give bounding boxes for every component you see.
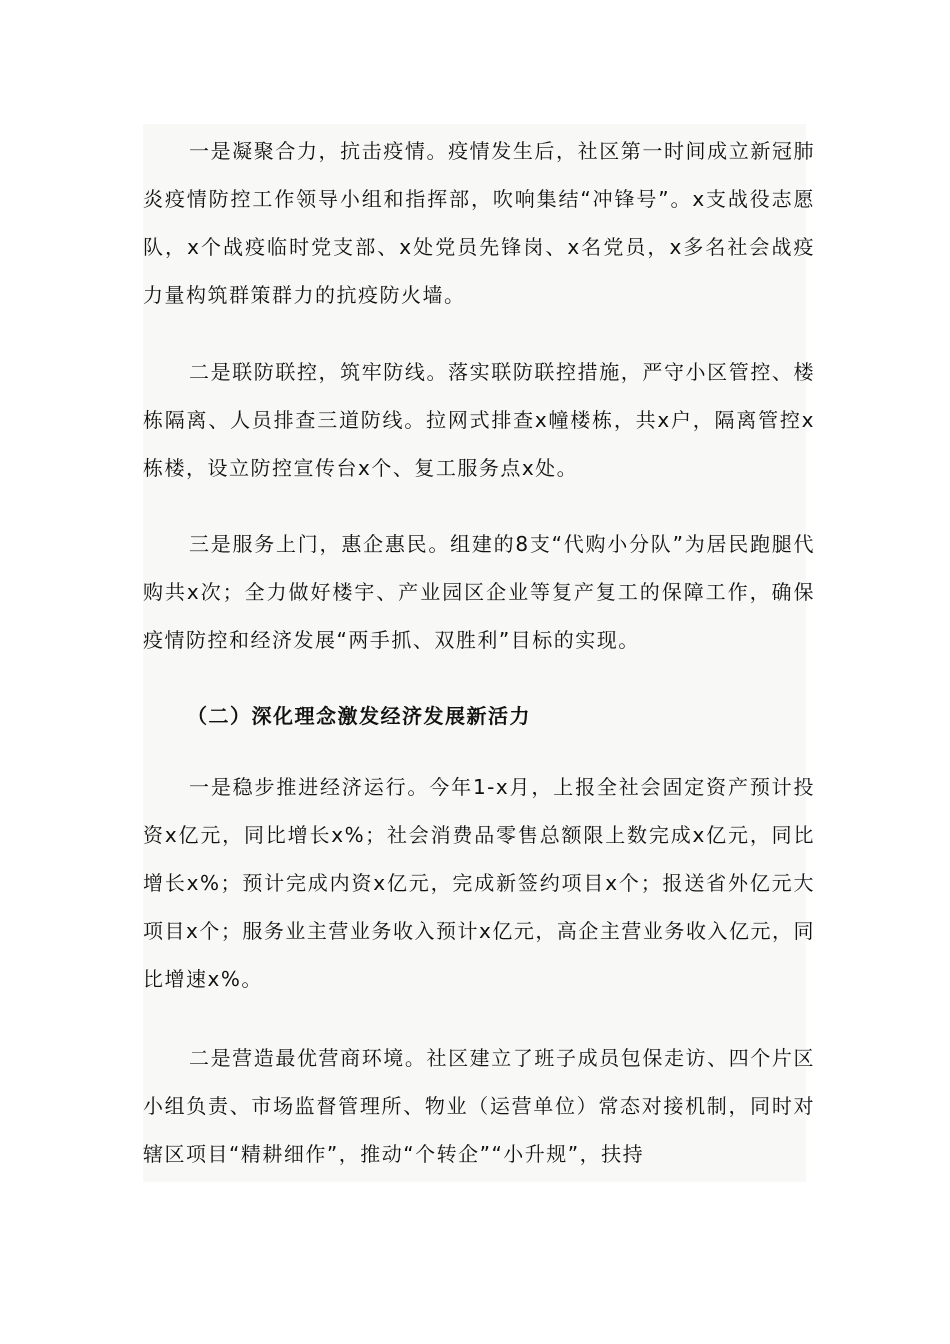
paragraph-fight-epidemic: 一是凝聚合力，抗击疫情。疫情发生后，社区第一时间成立新冠肺炎疫情防控工作领导小组和指挥部，吹响集结“冲锋号”。x支战役志愿队，x个战疫临时党支部、x处党员先锋岗、x名党员，x多名社会战疫力量构筑群策群力的抗疫防火墙。: [143, 139, 815, 307]
section-heading: （二）深化理念激发经济发展新活力: [187, 704, 531, 728]
paragraph-door-service: 三是服务上门，惠企惠民。组建的8支“代购小分队”为居民跑腿代购共x次；全力做好楼宇、产业园区企业等复产复工的保障工作，确保疫情防控和经济发展“两手抓、双胜利”目标的实现。: [143, 532, 815, 652]
paragraph-joint-control: 二是联防联控，筑牢防线。落实联防联控措施，严守小区管控、楼栋隔离、人员排查三道防线。拉网式排查x幢楼栋，共x户，隔离管控x栋楼，设立防控宣传台x个、复工服务点x处。: [143, 360, 815, 480]
paragraph-business-environment: 二是营造最优营商环境。社区建立了班子成员包保走访、四个片区小组负责、市场监督管理所、物业（运营单位）常态对接机制，同时对辖区项目“精耕细作”，推动“个转企”“小升规”，扶持: [143, 1046, 815, 1166]
paragraph-economic-operation: 一是稳步推进经济运行。今年1-x月，上报全社会固定资产预计投资x亿元，同比增长x%；社会消费品零售总额限上数完成x亿元，同比增长x%；预计完成内资x亿元，完成新签约项目x个；报送省外亿元大项目x个；服务业主营业务收入预计x亿元，高企主营业务收入亿元，同比增速x%。: [143, 775, 815, 991]
